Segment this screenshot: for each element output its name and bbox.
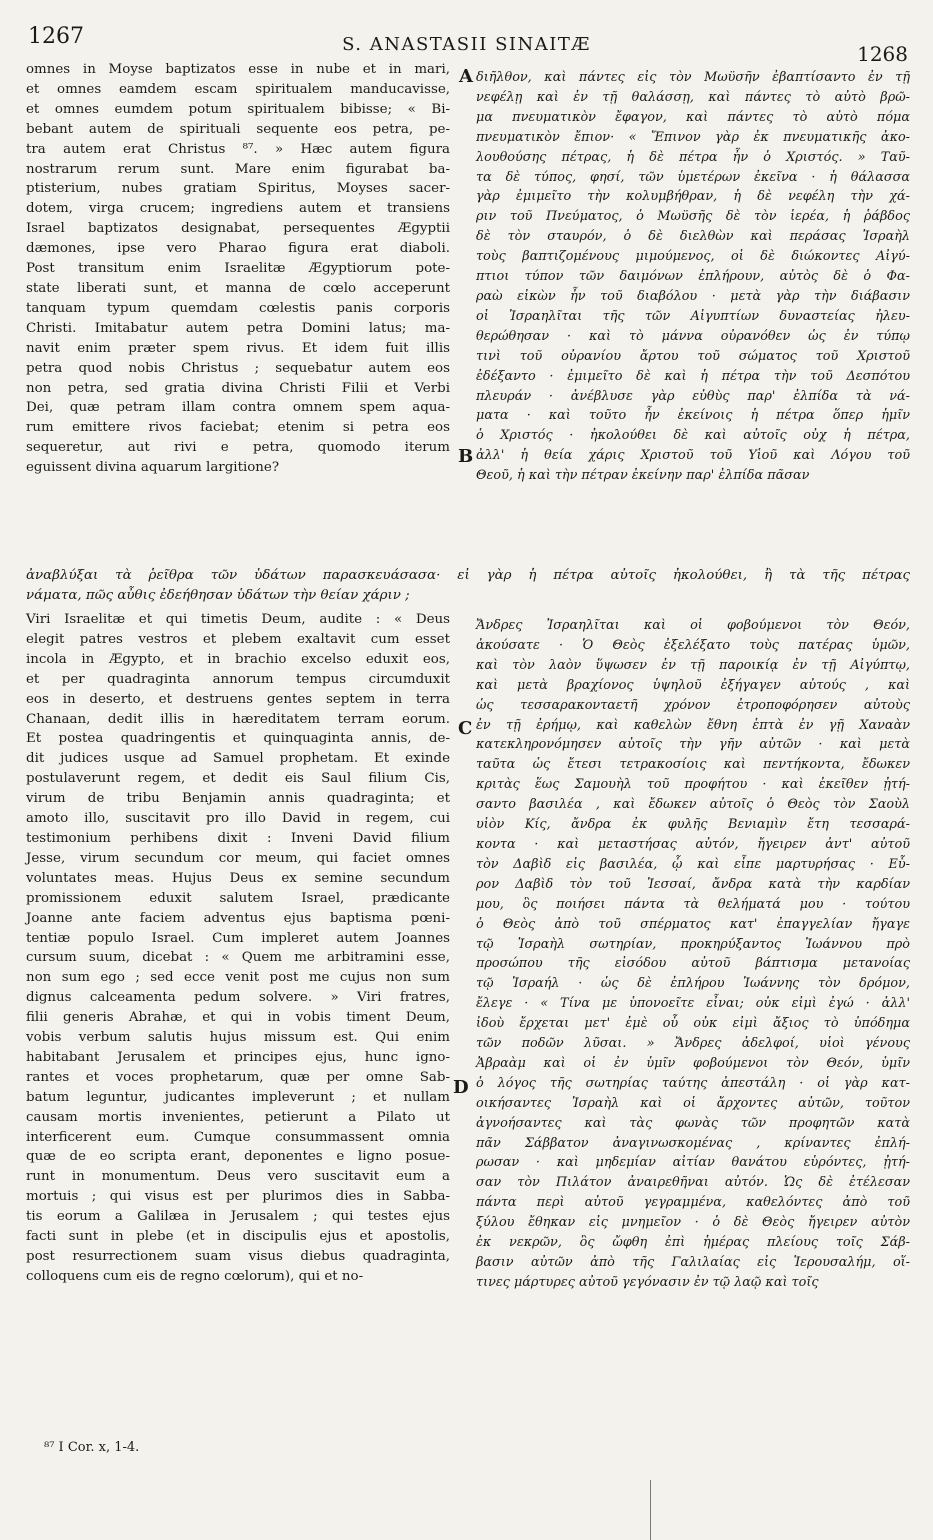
text-line: τα δὲ τύπος, φησί, τῶν ὑμετέρων ἐκεῖνα · ἡ θάλασσα xyxy=(476,169,910,185)
text-line: eguissent divina aquarum largitione? xyxy=(26,460,280,476)
text-line: ἐν τῇ ἐρήμῳ, καὶ καθελὼν ἔθνη ἑπτὰ ἐν γῇ Χαναὰν xyxy=(476,717,910,733)
text-line: τινὶ τοῦ οὐρανίου ἄρτου τοῦ σώματος τοῦ Χριστοῦ xyxy=(476,348,910,364)
section-marker-d: D xyxy=(453,1077,469,1098)
text-line: θερώθησαν · καὶ τὸ μάννα οὐρανόθεν ὡς ἐν τύπῳ xyxy=(476,328,910,344)
text-line: dignus calceamenta pedum solvere. » Viri fratres, xyxy=(26,990,450,1006)
text-line: ὁ λόγος τῆς σωτηρίας ταύτης ἀπεστάλη · οἱ γὰρ κατ- xyxy=(476,1075,910,1091)
greek-column-upper xyxy=(476,68,910,486)
text-line: πνευματικὸν ἔπιον· « Ἔπινον γὰρ ἐκ πνευματικῆς ἀκο- xyxy=(476,129,910,145)
text-line: cursum suum, dicebat : « Quem me arbitramini esse, xyxy=(26,950,450,966)
text-line: πάντα περὶ αὐτοῦ γεγραμμένα, καθελόντες ἀπὸ τοῦ xyxy=(476,1195,910,1211)
text-line: rum emittere rivos faciebat; etenim si petra eos xyxy=(26,420,450,436)
text-line: amoto illo, suscitavit pro illo David in regem, cui xyxy=(26,811,450,827)
text-line: γὰρ ἐμιμεῖτο τὴν κολυμβήθραν, ἡ δὲ νεφέλη τὴν χά- xyxy=(476,189,910,205)
page-header xyxy=(0,20,933,64)
text-line: ρωσαν · καὶ μηδεμίαν αἰτίαν θανάτου εὑρόντες, ᾐτή- xyxy=(476,1155,910,1171)
text-line: tra autem erat Christus ⁸⁷. » Hæc autem figura xyxy=(26,141,450,157)
text-line: et omnes eamdem escam spiritualem manducavisse, xyxy=(26,81,450,97)
text-line: tis eorum a Galilæa in Jerusalem ; qui testes ejus xyxy=(26,1209,450,1225)
text-line: testimonium perhibens dixit : Inveni David filium xyxy=(26,830,450,846)
text-line: virum de tribu Benjamin annis quadraginta; et xyxy=(26,791,450,807)
text-line: eos in deserto, et destruens gentes septem in terra xyxy=(26,691,450,707)
text-line: Et postea quadringentis et quinquaginta annis, de- xyxy=(26,731,450,747)
text-line: Ἀβραὰμ καὶ οἱ ἐν ὑμῖν φοβούμενοι τὸν Θεόν, ὑμῖν xyxy=(476,1055,910,1071)
right-page-number: 1268 xyxy=(857,42,908,66)
text-line: omnes in Moyse baptizatos esse in nube et in mari, xyxy=(26,62,450,77)
text-line: runt in monumentum. Deus vero suscitavit eum a xyxy=(26,1169,450,1185)
text-line: causam mortis invenientes, petierunt a Pilato ut xyxy=(26,1109,450,1125)
text-line: elegit patres vestros et plebem exaltavit cum esset xyxy=(26,631,450,647)
text-line: ἰδοὺ ἔρχεται μετ' ἐμὲ οὗ οὐκ εἰμὶ ἄξιος τὸ ὑπόδημα xyxy=(476,1016,910,1032)
text-line: et omnes eumdem potum spiritualem bibisse; « Bi- xyxy=(26,101,450,117)
text-line: ἐδέξαντο · ἐμιμεῖτο δὲ καὶ ἡ πέτρα τὴν τοῦ Δεσπότου xyxy=(476,368,910,384)
text-line: τῶν ποδῶν λῦσαι. » Ἄνδρες ἀδελφοί, υἱοὶ γένους xyxy=(476,1036,910,1052)
text-line: υἱὸν Κίς, ἄνδρα ἐκ φυλῆς Βενιαμὶν ἔτη τεσσαρά- xyxy=(476,817,910,833)
text-line: μα πνευματικὸν ἔφαγον, καὶ πάντες τὸ αὐτὸ πόμα xyxy=(476,109,910,125)
left-page-number: 1267 xyxy=(28,24,84,49)
text-line: ταῦτα ὡς ἔτεσι τετρακοσίοις καὶ πεντήκοντα, ἔδωκεν xyxy=(476,757,910,773)
latin-column-upper xyxy=(26,60,450,478)
text-line: ἀλλ' ἡ θεία χάρις Χριστοῦ τοῦ Υἱοῦ καὶ Λόγου τοῦ xyxy=(476,448,910,464)
column-rule xyxy=(650,1480,651,1540)
text-line: προσώπου τῆς εἰσόδου αὐτοῦ βάπτισμα μετανοίας xyxy=(476,956,910,972)
text-line: ματα · καὶ τοῦτο ἦν ἐκείνοις ἡ πέτρα ὅπερ ἡμῖν xyxy=(476,408,910,424)
section-marker-b: B xyxy=(458,446,474,467)
text-line: τῷ Ἰσραήλ · ὡς δὲ ἐπλήρου Ἰωάννης τὸν δρόμον, xyxy=(476,976,910,992)
text-line: Joanne ante faciem adventus ejus baptisma pœni- xyxy=(26,910,450,926)
text-line: tentiæ populo Israel. Cum impleret autem Joannes xyxy=(26,930,450,946)
footnote: ⁸⁷ I Cor. x, 1-4. xyxy=(44,1440,140,1455)
text-line: καὶ μετὰ βραχίονος ὑψηλοῦ ἐξήγαγεν αὐτούς , καὶ xyxy=(476,677,910,693)
section-marker-c: C xyxy=(458,718,473,739)
text-line: σαν τὸν Πιλάτον ἀναιρεθῆναι αὐτόν. Ὡς δὲ ἐτέλεσαν xyxy=(476,1175,910,1191)
text-line: τὸν Δαβὶδ εἰς βασιλέα, ᾧ καὶ εἶπε μαρτυρήσας · Εὗ- xyxy=(476,856,910,872)
text-line: τοὺς βαπτιζομένους μιμούμενος, οἱ δὲ διώκοντες Αἰγύ- xyxy=(476,249,910,265)
text-line: κοντα · καὶ μεταστήσας αὐτόν, ἤγειρεν ἀντ' αὐτοῦ xyxy=(476,836,910,852)
text-line: interficerent eum. Cumque consummassent omnia xyxy=(26,1129,450,1145)
text-line: ὁ Θεὸς ἀπὸ τοῦ σπέρματος κατ' ἐπαγγελίαν ἤγαγε xyxy=(476,916,910,932)
text-line: βασιν αὐτῶν ἀπὸ τῆς Γαλιλαίας εἰς Ἱερουσαλήμ, οἵ- xyxy=(476,1255,910,1270)
text-line: bebant autem de spirituali sequente eos petra, pe- xyxy=(26,121,450,137)
text-line: ὁ Χριστός · ἠκολούθει δὲ καὶ αὐτοῖς οὐχ ἡ πέτρα, xyxy=(476,428,910,444)
text-line: ἐκ νεκρῶν, ὃς ὤφθη ἐπὶ ἡμέρας πλείους τοῖς Σάβ- xyxy=(476,1235,910,1251)
text-line: Chanaan, dedit illis in hæreditatem terram eorum. xyxy=(26,711,450,727)
text-line: οικήσαντες Ἰσραὴλ καὶ οἱ ἄρχοντες αὐτῶν, τοῦτον xyxy=(476,1095,910,1111)
text-line: πλευράν · ἀνέβλυσε γὰρ εὐθὺς παρ' ἐλπίδα τὰ νά- xyxy=(476,388,910,404)
text-line: νεφέλῃ καὶ ἐν τῇ θαλάσσῃ, καὶ πάντες τὸ αὐτὸ βρῶ- xyxy=(476,89,910,105)
text-line: νάματα, πῶς αὖθις ἐδεήθησαν ὑδάτων τὴν θείαν χάριν ; xyxy=(26,587,410,603)
text-line: τῷ Ἰσραὴλ σωτηρίαν, προκηρύξαντος Ἰωάννου πρὸ xyxy=(476,936,910,952)
text-line: Christi. Imitabatur autem petra Domini latus; ma- xyxy=(26,320,450,336)
text-line: Israel baptizatos designabat, persequentes Ægyptii xyxy=(26,221,450,237)
text-line: κατεκληρονόμησεν αὐτοῖς τὴν γῆν αὐτῶν · καὶ μετὰ xyxy=(476,737,910,753)
text-line: σαντο βασιλέα , καὶ ἔδωκεν αὐτοῖς ὁ Θεὸς τὸν Σαοὺλ xyxy=(476,797,910,813)
text-line: μου, ὃς ποιήσει πάντα τὰ θελήματά μου · τούτου xyxy=(476,896,910,912)
greek-full-width-lines xyxy=(26,566,910,606)
text-line: petra quod nobis Christus ; sequebatur autem eos xyxy=(26,360,450,376)
text-line: πτιοι τύπον τῶν δαιμόνων ἐπλήρουν, αὐτὸς δὲ ὁ Φα- xyxy=(476,269,910,285)
section-marker-a: A xyxy=(459,66,473,87)
text-line: ἀναβλύξαι τὰ ῥεῖθρα τῶν ὑδάτων παρασκευάσασα· εἰ γὰρ ἡ πέτρα αὐτοῖς ἠκολούθει, ἢ τὰ τῆς πέτρας xyxy=(26,568,910,583)
text-line: post resurrectionem suam visus diebus quadraginta, xyxy=(26,1249,450,1264)
text-line: ἀκούσατε · Ὁ Θεὸς ἐξελέξατο τοὺς πατέρας ὑμῶν, xyxy=(476,637,910,653)
text-line: dotem, virga crucem; ingrediens autem et transiens xyxy=(26,201,450,217)
text-line: dæmones, ipse vero Pharao figura erat diaboli. xyxy=(26,241,450,257)
text-line: vobis verbum salutis hujus missum est. Qui enim xyxy=(26,1030,450,1046)
text-line: incola in Ægypto, et in brachio excelso eduxit eos, xyxy=(26,651,450,667)
text-line: ὡς τεσσαρακονταετῆ χρόνον ἐτροποφόρησεν αὐτοὺς xyxy=(476,697,910,713)
text-line: dit judices usque ad Samuel prophetam. Et exinde xyxy=(26,751,450,767)
text-line: promissionem eduxit salutem Israel, prædicante xyxy=(26,890,450,906)
text-line: sequeretur, aut rivi e petra, quomodo iterum xyxy=(26,440,450,456)
text-line: non petra, sed gratia divina Christi Filii et Verbi xyxy=(26,380,450,396)
text-line: ριν τοῦ Πνεύματος, ὁ Μωϋσῆς δὲ τὸν ἱερέα, ἡ ῥάβδος xyxy=(476,209,910,225)
text-line: colloquens cum eis de regno cœlorum), qui et no- xyxy=(26,1268,364,1284)
text-line: rantes et voces prophetarum, quæ per omne Sab- xyxy=(26,1069,450,1085)
text-line: ptisterium, nubes gratiam Spiritus, Moyses sacer- xyxy=(26,181,450,197)
text-line: Jesse, virum secundum cor meum, qui faciet omnes xyxy=(26,850,450,866)
text-line: Post transitum enim Israelitæ Ægyptiorum pote- xyxy=(26,261,450,277)
text-line: et per quadraginta annorum tempus circumduxit xyxy=(26,671,450,687)
text-line: navit enim præter spem rivus. Et idem fuit illis xyxy=(26,340,450,356)
text-line: πᾶν Σάββατον ἀναγινωσκομένας , κρίναντες ἐπλή- xyxy=(476,1135,910,1151)
text-line: ραὼ εἰκὼν ἦν τοῦ διαβόλου · μετὰ γὰρ τὴν διάβασιν xyxy=(476,288,910,304)
text-line: ξύλου ἔθηκαν εἰς μνημεῖον · ὁ δὲ Θεὸς ἤγειρεν αὐτὸν xyxy=(476,1215,910,1231)
text-line: λουθούσης πέτρας, ἡ δὲ πέτρα ἦν ὁ Χριστός. » Ταῦ- xyxy=(476,149,910,165)
text-line: batum leguntur, judicantes impleverunt ; et nullam xyxy=(26,1089,450,1105)
text-line: tanquam typum quemdam cœlestis panis corporis xyxy=(26,300,450,316)
text-line: Viri Israelitæ et qui timetis Deum, audite : « Deus xyxy=(26,612,450,627)
text-line: τινες μάρτυρες αὐτοῦ γεγόνασιν ἐν τῷ λαῷ καὶ τοῖς xyxy=(476,1274,819,1290)
text-line: κριτὰς ἕως Σαμουὴλ τοῦ προφήτου · καὶ ἐκεῖθεν ᾐτή- xyxy=(476,777,910,793)
text-line: καὶ τὸν λαὸν ὕψωσεν ἐν τῇ παροικίᾳ ἐν τῇ Αἰγύπτῳ, xyxy=(476,657,910,673)
text-line: non sum ego ; sed ecce venit post me cujus non sum xyxy=(26,970,450,986)
running-title: S. ANASTASII SINAITÆ xyxy=(342,34,591,55)
text-line: state liberati sunt, et manna de cœlo acceperunt xyxy=(26,280,450,296)
text-line: postulaverunt regem, et dedit eis Saul filium Cis, xyxy=(26,771,450,787)
text-line: facti sunt in plebe (et in discipulis ejus et apostolis, xyxy=(26,1229,450,1245)
text-line: voluntates meas. Hujus Deus ex semine secundum xyxy=(26,870,450,886)
text-line: quæ de eo scripta erant, deponentes e ligno posue- xyxy=(26,1149,450,1165)
greek-column-lower xyxy=(476,616,910,1293)
text-line: filii generis Abrahæ, et qui in vobis timent Deum, xyxy=(26,1010,450,1026)
text-line: ἀγνοήσαντες καὶ τὰς φωνὰς τῶν προφητῶν κατὰ xyxy=(476,1115,910,1131)
text-line: Θεοῦ, ἡ καὶ τὴν πέτραν ἐκείνην παρ' ἐλπίδα πᾶσαν xyxy=(476,468,810,484)
text-line: Dei, quæ petram illam contra omnem spem aqua- xyxy=(26,400,450,416)
text-line: ρον Δαβὶδ τὸν τοῦ Ἰεσσαί, ἄνδρα κατὰ τὴν καρδίαν xyxy=(476,876,910,892)
text-line: habitabant Jerusalem et principes ejus, hunc igno- xyxy=(26,1049,450,1065)
text-line: ἔλεγε · « Τίνα με ὑπονοεῖτε εἶναι; οὐκ εἰμὶ ἐγώ · ἀλλ' xyxy=(476,996,910,1012)
text-line: διῆλθον, καὶ πάντες εἰς τὸν Μωϋσῆν ἐβαπτίσαντο ἐν τῇ xyxy=(476,70,910,85)
text-line: δὲ τὸν σταυρόν, ὁ δὲ διελθὼν καὶ περάσας Ἰσραὴλ xyxy=(476,229,910,245)
text-line: mortuis ; qui visus est per plurimos dies in Sabba- xyxy=(26,1189,450,1205)
text-line: οἱ Ἰσραηλῖται τῆς τῶν Αἰγυπτίων δυναστείας ἠλευ- xyxy=(476,308,910,324)
latin-column-lower xyxy=(26,610,450,1287)
text-line: nostrarum rerum sunt. Mare enim figurabat ba- xyxy=(26,161,450,177)
text-line: Ἄνδρες Ἰσραηλῖται καὶ οἱ φοβούμενοι τὸν Θεόν, xyxy=(476,618,910,633)
